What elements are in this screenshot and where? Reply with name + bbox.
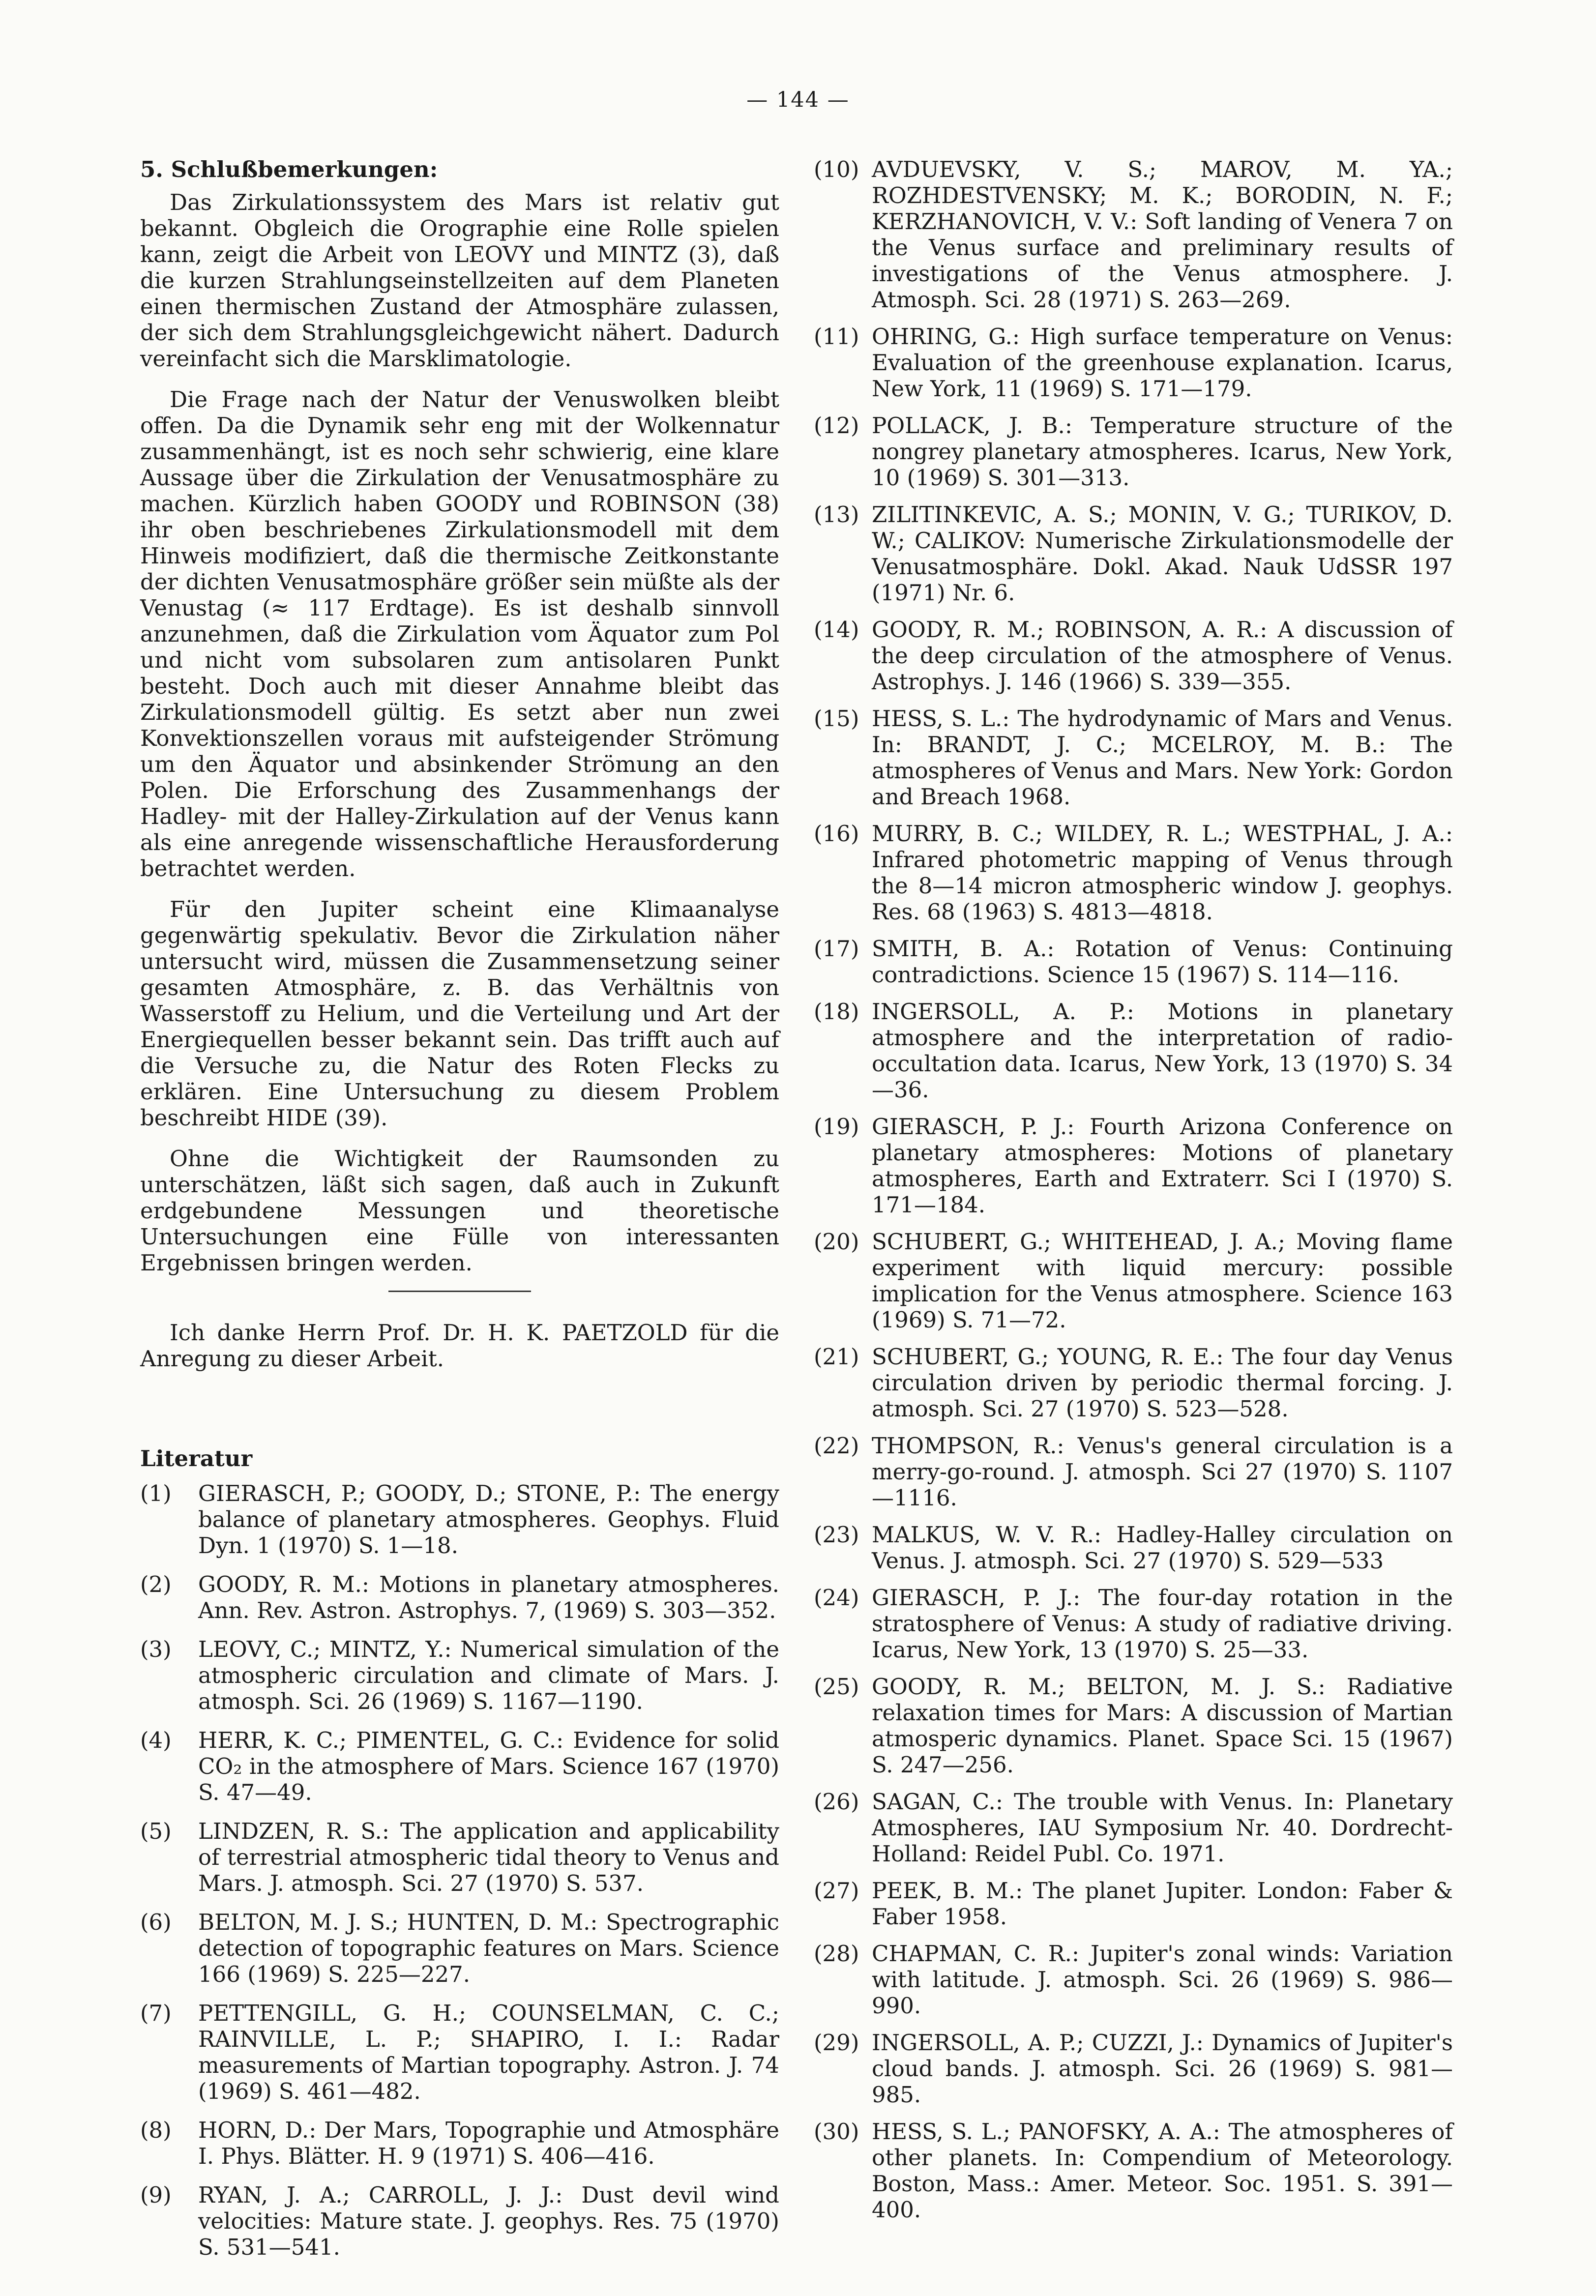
reference-entry: [814, 1229, 1453, 1333]
separator-rule: [388, 1291, 531, 1292]
reference-text: GIERASCH, P. J.: Fourth Arizona Conference on planetary atmospheres: Motions of planetary atmospheres, Earth and Extraterr. Sci I (1970) S. 171—184.: [872, 1114, 1453, 1218]
reference-list-right: [814, 156, 1453, 2223]
reference-entry: [140, 2000, 779, 2104]
reference-entry: [814, 617, 1453, 695]
reference-text: POLLACK, J. B.: Temperature structure of the nongrey planetary atmospheres. Icarus, New York, 10 (1969) S. 301—313.: [872, 412, 1453, 491]
reference-entry: [814, 999, 1453, 1103]
reference-text: AVDUEVSKY, V. S.; MAROV, M. YA.; ROZHDESTVENSKY; M. K.; BORODIN, N. F.; KERZHANOVICH, V. V.: Soft landing of Venera 7 on the Venus surface and preliminary results of investigations of the Venus atmosphere. J. Atmosph. Sci. 28 (1971) S. 263—269.: [872, 156, 1453, 313]
reference-number: (2): [140, 1571, 172, 1597]
reference-entry: [814, 2030, 1453, 2108]
reference-number: (16): [814, 821, 859, 847]
acknowledgment: Ich danke Herrn Prof. Dr. H. K. PAETZOLD für die Anregung zu dieser Arbeit.: [140, 1320, 779, 1372]
reference-entry: [140, 1571, 779, 1623]
reference-text: ZILITINKEVIC, A. S.; MONIN, V. G.; TURIKOV, D. W.; CALIKOV: Numerische Zirkulationsmodelle der Venusatmosphäre. Dokl. Akad. Nauk UdSSR 197 (1971) Nr. 6.: [872, 501, 1453, 606]
reference-text: HORN, D.: Der Mars, Topographie und Atmosphäre I. Phys. Blätter. H. 9 (1971) S. 406—416.: [198, 2117, 779, 2169]
reference-entry: [814, 501, 1453, 606]
reference-number: (27): [814, 1878, 859, 1904]
reference-entry: [140, 1727, 779, 1805]
body-paragraph: Die Frage nach der Natur der Venuswolken bleibt offen. Da die Dynamik sehr eng mit der Wolkennatur zusammenhängt, ist es noch sehr schwierig, eine klare Aussage über die Zirkulation der Venusatmosphäre zu machen. Kürzlich haben GOODY und ROBINSON (38) ihr oben beschriebenes Zirkulationsmodell mit dem Hinweis modifiziert, daß die thermische Zeitkonstante der dichten Venusatmosphäre größer sein müßte als der Venustag (≈ 117 Erdtage). Es ist deshalb sinnvoll anzunehmen, daß die Zirkulation vom Äquator zum Pol und nicht vom subsolaren zum antisolaren Punkt besteht. Doch auch mit dieser Annahme bleibt das Zirkulationsmodell gültig. Es setzt aber nun zwei Konvektionszellen voraus mit aufsteigender Strömung um den Äquator und absinkender Strömung an den Polen. Die Erforschung des Zusammenhangs der Hadley- mit der Halley-Zirkulation auf der Venus kann als eine anregende wissenschaftliche Herausforderung betrachtet werden.: [140, 386, 779, 882]
reference-number: (30): [814, 2119, 859, 2145]
reference-entry: [140, 2182, 779, 2260]
reference-number: (6): [140, 1909, 172, 1935]
reference-number: (14): [814, 617, 859, 643]
reference-entry: [814, 706, 1453, 810]
reference-number: (18): [814, 999, 859, 1025]
reference-number: (26): [814, 1789, 859, 1815]
reference-entry: [814, 1674, 1453, 1778]
reference-entry: [814, 1878, 1453, 1930]
reference-text: OHRING, G.: High surface temperature on Venus: Evaluation of the greenhouse explanation. Icarus, New York, 11 (1969) S. 171—179.: [872, 324, 1453, 402]
reference-text: GIERASCH, P. J.: The four-day rotation in the stratosphere of Venus: A study of radiative driving. Icarus, New York, 13 (1970) S. 25—33.: [872, 1585, 1453, 1663]
reference-text: PETTENGILL, G. H.; COUNSELMAN, C. C.; RAINVILLE, L. P.; SHAPIRO, I. I.: Radar measurements of Martian topography. Astron. J. 74 (1969) S. 461—482.: [198, 2000, 779, 2104]
reference-text: GOODY, R. M.; ROBINSON, A. R.: A discussion of the deep circulation of the atmosphere of Venus. Astrophys. J. 146 (1966) S. 339—355.: [872, 617, 1453, 695]
reference-entry: [814, 1585, 1453, 1663]
reference-entry: [814, 1433, 1453, 1511]
reference-number: (25): [814, 1674, 859, 1700]
reference-number: (4): [140, 1727, 172, 1753]
reference-number: (12): [814, 412, 859, 439]
reference-text: GOODY, R. M.: Motions in planetary atmospheres. Ann. Rev. Astron. Astrophys. 7, (1969) S. 303—352.: [198, 1571, 779, 1623]
section-heading: 5. Schlußbemerkungen:: [140, 156, 438, 182]
reference-number: (19): [814, 1114, 859, 1140]
reference-number: (15): [814, 706, 859, 732]
reference-text: THOMPSON, R.: Venus's general circulation is a merry-go-round. J. atmosph. Sci 27 (1970) S. 1107—1116.: [872, 1433, 1453, 1511]
reference-entry: [814, 1522, 1453, 1574]
reference-number: (1): [140, 1480, 172, 1506]
reference-entry: [140, 1818, 779, 1896]
reference-number: (29): [814, 2030, 859, 2056]
reference-entry: [814, 821, 1453, 925]
reference-number: (21): [814, 1344, 859, 1370]
reference-number: (5): [140, 1818, 172, 1844]
reference-text: HERR, K. C.; PIMENTEL, G. C.: Evidence for solid CO₂ in the atmosphere of Mars. Science 167 (1970) S. 47—49.: [198, 1727, 779, 1805]
reference-text: RYAN, J. A.; CARROLL, J. J.: Dust devil wind velocities: Mature state. J. geophys. Res. 75 (1970) S. 531—541.: [198, 2182, 779, 2260]
reference-number: (7): [140, 2000, 172, 2026]
reference-number: (28): [814, 1941, 859, 1967]
reference-text: LINDZEN, R. S.: The application and applicability of terrestrial atmospheric tidal theory to Venus and Mars. J. atmosph. Sci. 27 (1970) S. 537.: [198, 1818, 779, 1896]
reference-number: (17): [814, 936, 859, 962]
reference-entry: [814, 2119, 1453, 2223]
reference-text: CHAPMAN, C. R.: Jupiter's zonal winds: Variation with latitude. J. atmosph. Sci. 26 (1969) S. 986—990.: [872, 1941, 1453, 2019]
page-number: — 144 —: [746, 88, 850, 112]
reference-text: SCHUBERT, G.; YOUNG, R. E.: The four day Venus circulation driven by periodic thermal forcing. J. atmosph. Sci. 27 (1970) S. 523—528.: [872, 1344, 1453, 1422]
reference-entry: [814, 156, 1453, 313]
reference-number: (3): [140, 1636, 172, 1662]
reference-number: (11): [814, 324, 859, 350]
reference-number: (24): [814, 1585, 859, 1611]
reference-text: INGERSOLL, A. P.; CUZZI, J.: Dynamics of Jupiter's cloud bands. J. atmosph. Sci. 26 (1969) S. 981—985.: [872, 2030, 1453, 2108]
reference-entry: [814, 324, 1453, 402]
reference-number: (9): [140, 2182, 172, 2208]
reference-text: GOODY, R. M.; BELTON, M. J. S.: Radiative relaxation times for Mars: A discussion of Martian atmosperic dynamics. Planet. Space Sci. 15 (1967) S. 247—256.: [872, 1674, 1453, 1778]
reference-number: (10): [814, 156, 859, 182]
reference-text: PEEK, B. M.: The planet Jupiter. London: Faber & Faber 1958.: [872, 1878, 1453, 1930]
reference-entry: [140, 2117, 779, 2169]
body-paragraph: Für den Jupiter scheint eine Klimaanalyse gegenwärtig spekulativ. Bevor die Zirkulation näher untersucht wird, müssen die Zusammensetzung seiner gesamten Atmosphäre, z. B. das Verhältnis von Wasserstoff zu Helium, und die Verteilung und Art der Energiequellen besser bekannt sein. Das trifft auch auf die Versuche zu, die Natur des Roten Flecks zu erklären. Eine Untersuchung zu diesem Problem beschreibt HIDE (39).: [140, 896, 779, 1131]
reference-entry: [814, 412, 1453, 491]
reference-list-left: [140, 1480, 779, 2260]
reference-text: GIERASCH, P.; GOODY, D.; STONE, P.: The energy balance of planetary atmospheres. Geophys. Fluid Dyn. 1 (1970) S. 1—18.: [198, 1480, 779, 1559]
reference-number: (20): [814, 1229, 859, 1255]
left-column: [140, 156, 779, 2273]
literature-heading: Literatur: [140, 1445, 253, 1472]
reference-text: MURRY, B. C.; WILDEY, R. L.; WESTPHAL, J. A.: Infrared photometric mapping of Venus through the 8—14 micron atmospheric window J. geophys. Res. 68 (1963) S. 4813—4818.: [872, 821, 1453, 925]
reference-entry: [140, 1909, 779, 1987]
reference-number: (22): [814, 1433, 859, 1459]
reference-text: SAGAN, C.: The trouble with Venus. In: Planetary Atmospheres, IAU Symposium Nr. 40. Dordrecht-Holland: Reidel Publ. Co. 1971.: [872, 1789, 1453, 1867]
reference-text: INGERSOLL, A. P.: Motions in planetary atmosphere and the interpretation of radio-occultation data. Icarus, New York, 13 (1970) S. 34—36.: [872, 999, 1453, 1103]
reference-entry: [814, 1114, 1453, 1218]
reference-entry: [814, 1789, 1453, 1867]
reference-text: LEOVY, C.; MINTZ, Y.: Numerical simulation of the atmospheric circulation and climate of Mars. J. atmosph. Sci. 26 (1969) S. 1167—1190.: [198, 1636, 779, 1714]
body-paragraph: Das Zirkulationssystem des Mars ist relativ gut bekannt. Obgleich die Orographie eine Rolle spielen kann, zeigt die Arbeit von LEOVY und MINTZ (3), daß die kurzen Strahlungseinstellzeiten auf dem Planeten einen thermischen Zustand der Atmosphäre zulassen, der sich dem Strahlungsgleichgewicht nähert. Dadurch vereinfacht sich die Marsklimatologie.: [140, 189, 779, 372]
reference-number: (13): [814, 501, 859, 528]
reference-text: MALKUS, W. V. R.: Hadley-Halley circulation on Venus. J. atmosph. Sci. 27 (1970) S. 529—533: [872, 1522, 1453, 1574]
body-paragraph: Ohne die Wichtigkeit der Raumsonden zu unterschätzen, läßt sich sagen, daß auch in Zukunft erdgebundene Messungen und theoretische Untersuchungen eine Fülle von interessanten Ergebnissen bringen werden.: [140, 1146, 779, 1276]
reference-entry: [140, 1480, 779, 1559]
reference-text: SCHUBERT, G.; WHITEHEAD, J. A.; Moving flame experiment with liquid mercury: possible implication for the Venus atmosphere. Science 163 (1969) S. 71—72.: [872, 1229, 1453, 1333]
reference-number: (23): [814, 1522, 859, 1548]
reference-entry: [814, 936, 1453, 988]
reference-text: HESS, S. L.; PANOFSKY, A. A.: The atmospheres of other planets. In: Compendium of Meteorology. Boston, Mass.: Amer. Meteor. Soc. 1951. S. 391—400.: [872, 2119, 1453, 2223]
reference-text: SMITH, B. A.: Rotation of Venus: Continuing contradictions. Science 15 (1967) S. 114—116.: [872, 936, 1453, 988]
right-column: [814, 156, 1453, 2234]
reference-number: (8): [140, 2117, 172, 2143]
reference-entry: [140, 1636, 779, 1714]
reference-text: HESS, S. L.: The hydrodynamic of Mars and Venus. In: BRANDT, J. C.; MCELROY, M. B.: The atmospheres of Venus and Mars. New York: Gordon and Breach 1968.: [872, 706, 1453, 810]
reference-text: BELTON, M. J. S.; HUNTEN, D. M.: Spectrographic detection of topographic features on Mars. Science 166 (1969) S. 225—227.: [198, 1909, 779, 1987]
reference-entry: [814, 1941, 1453, 2019]
reference-entry: [814, 1344, 1453, 1422]
